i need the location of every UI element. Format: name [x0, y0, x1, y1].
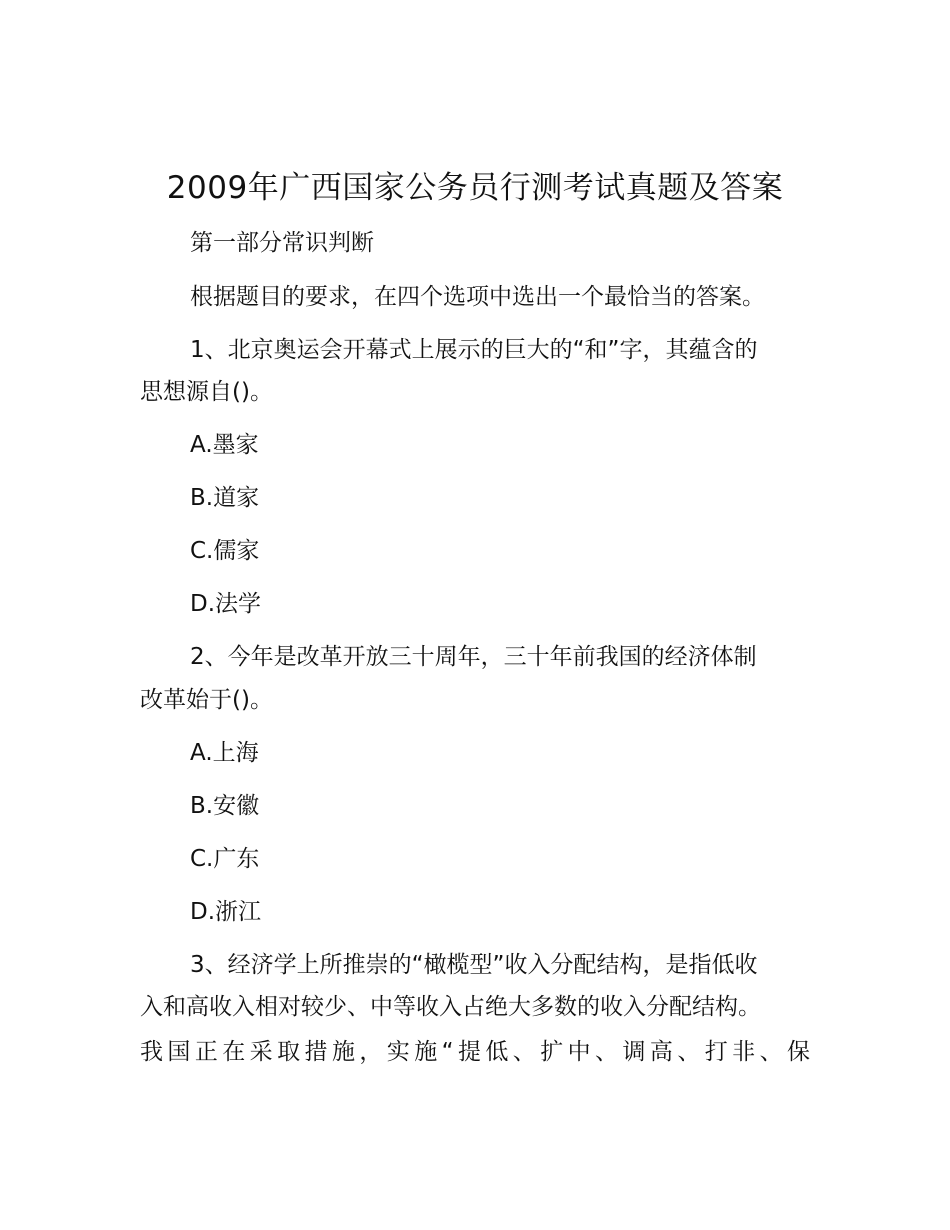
document-title: 2009年广西国家公务员行测考试真题及答案 — [166, 170, 784, 206]
question-2-option-b: B.安徽 — [190, 793, 260, 819]
question-1-option-b: B.道家 — [190, 485, 260, 511]
question-1-option-d: D.法学 — [190, 591, 262, 617]
question-2-option-c: C.广东 — [190, 846, 260, 872]
question-1-line-1: 1、北京奥运会开幕式上展示的巨大的“和”字，其蕴含的 — [190, 337, 758, 363]
question-2-line-2: 改革始于()。 — [140, 687, 273, 713]
instruction-text: 根据题目的要求，在四个选项中选出一个最恰当的答案。 — [190, 284, 765, 310]
question-1-line-2: 思想源自()。 — [140, 379, 273, 405]
question-1-option-a: A.墨家 — [190, 432, 259, 458]
question-3-line-1: 3、经济学上所推崇的“橄榄型”收入分配结构，是指低收 — [190, 952, 758, 978]
section-heading: 第一部分常识判断 — [190, 230, 374, 256]
question-2-line-1: 2、今年是改革开放三十周年，三十年前我国的经济体制 — [190, 644, 757, 670]
question-3-line-3: 我国正在采取措施，实施“提低、扩中、调高、打非、保 — [140, 1039, 810, 1065]
question-2-option-a: A.上海 — [190, 740, 259, 766]
question-3-line-2: 入和高收入相对较少、中等收入占绝大多数的收入分配结构。 — [140, 994, 761, 1020]
question-2-option-d: D.浙江 — [190, 899, 262, 925]
question-1-option-c: C.儒家 — [190, 538, 260, 564]
